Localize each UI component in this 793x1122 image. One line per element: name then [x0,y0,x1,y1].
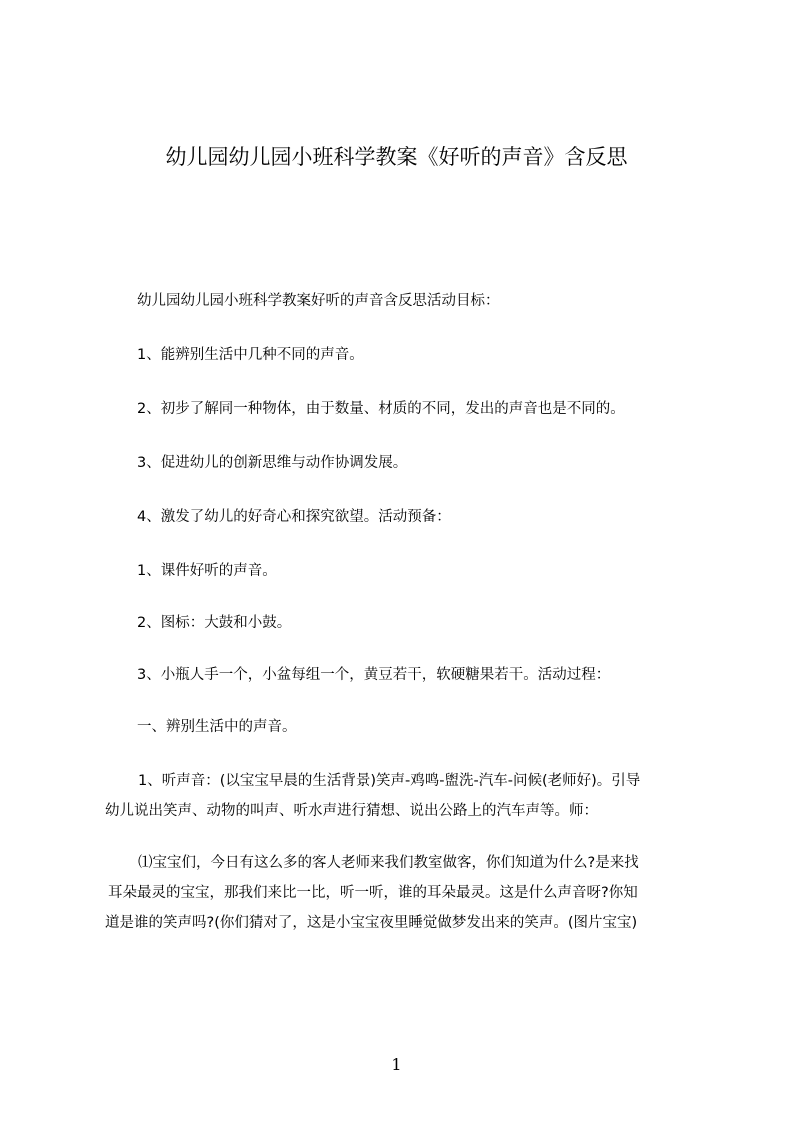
paragraph-goal-3: 3、促进幼儿的创新思维与动作协调发展。 [137,455,408,471]
text-line: 道是谁的笑声吗?(你们猜对了，这是小宝宝夜里睡觉做梦发出来的笑声。(图片宝宝) [105,915,638,931]
paragraph-prep-1: 1、课件好听的声音。 [137,563,277,579]
paragraph-goal-1: 1、能辨别生活中几种不同的声音。 [137,347,364,363]
text-line: 1、听声音：(以宝宝早晨的生活背景)笑声-鸡鸣-盥洗-汽车-问候(老师好)。引导 [138,773,641,789]
paragraph-teacher-dialogue [105,848,705,938]
paragraph-listen-sounds [105,766,705,826]
paragraph-goal-4: 4、激发了幼儿的好奇心和探究欲望。活动预备： [137,509,451,525]
paragraph-goal-2: 2、初步了解同一种物体，由于数量、材质的不同，发出的声音也是不同的。 [137,401,625,417]
paragraph-section-1-heading: 一、辨别生活中的声音。 [137,719,297,735]
text-line: ⑴宝宝们，今日有这么多的客人老师来我们教室做客，你们知道为什么?是来找 [138,855,639,871]
page-number: 1 [391,1055,402,1074]
paragraph-prep-3: 3、小瓶人手一个，小盆每组一个，黄豆若干，软硬糖果若干。活动过程： [137,667,611,683]
paragraph-prep-2: 2、图标：大鼓和小鼓。 [137,615,292,631]
paragraph-activity-goals-heading: 幼儿园幼儿园小班科学教案好听的声音含反思活动目标： [137,293,500,309]
text-line: 耳朵最灵的宝宝，那我们来比一比，听一听，谁的耳朵最灵。这是什么声音呀?你知 [108,885,638,901]
text-line: 幼儿说出笑声、动物的叫声、听水声进行猜想、说出公路上的汽车声等。师： [105,803,598,819]
document-title: 幼儿园幼儿园小班科学教案《好听的声音》含反思 [165,145,628,169]
